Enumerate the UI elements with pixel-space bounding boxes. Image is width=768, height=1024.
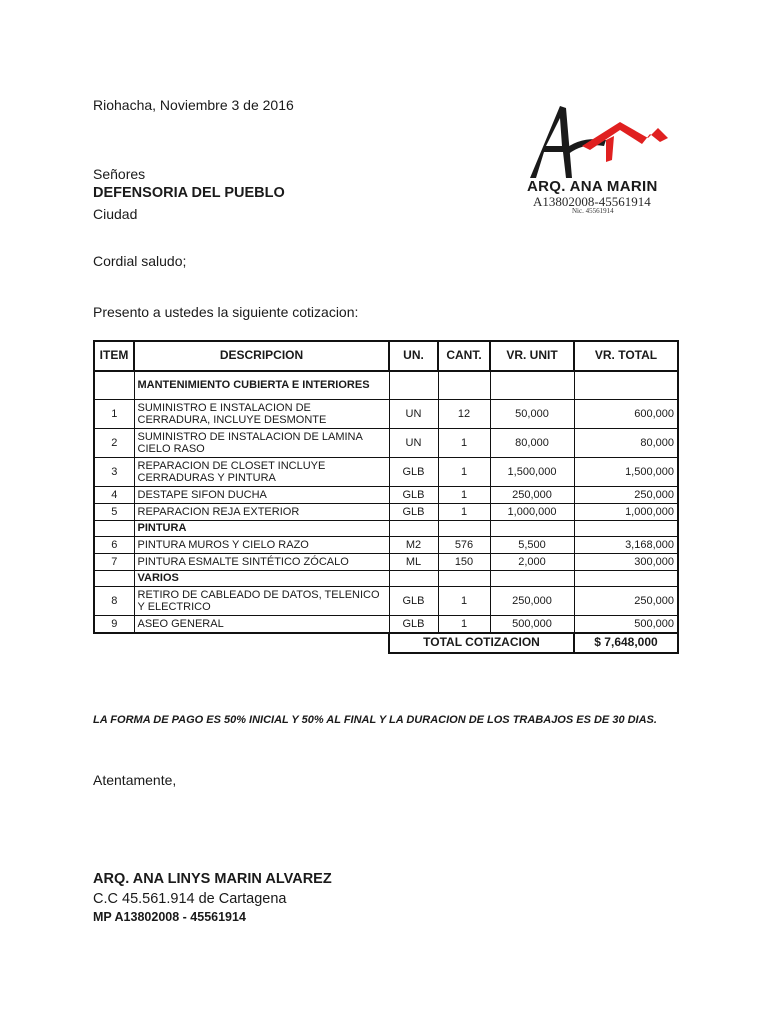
- salutation: Señores: [93, 166, 146, 182]
- col-header-un: UN.: [389, 341, 438, 371]
- total-label: TOTAL COTIZACION: [389, 633, 574, 653]
- table-row: 2 SUMINISTRO DE INSTALACION DE LAMINA CIELO RASO UN 1 80,000 80,000: [94, 429, 678, 458]
- logo-registration: A13802008-45561914: [533, 194, 651, 209]
- section-title: VARIOS: [134, 571, 389, 587]
- table-row: 3 REPARACION DE CLOSET INCLUYE CERRADURAS Y PINTURA GLB 1 1,500,000 1,500,000: [94, 458, 678, 487]
- signature-id: C.C 45.561.914 de Cartagena: [93, 891, 287, 907]
- col-header-vr-unit: VR. UNIT: [490, 341, 574, 371]
- total-row: [94, 633, 678, 653]
- section-title: PINTURA: [134, 521, 389, 537]
- quotation-table: [93, 340, 679, 654]
- table-row: 5 REPARACION REJA EXTERIOR GLB 1 1,000,000 1,000,000: [94, 504, 678, 521]
- table-row: 9 ASEO GENERAL GLB 1 500,000 500,000: [94, 616, 678, 634]
- col-header-vr-total: VR. TOTAL: [574, 341, 678, 371]
- table-header-row: [94, 341, 678, 371]
- table-row: 4 DESTAPE SIFON DUCHA GLB 1 250,000 250,000: [94, 487, 678, 504]
- greeting: Cordial saludo;: [93, 253, 187, 269]
- table-row: 1 SUMINISTRO E INSTALACION DE CERRADURA, INCLUYE DESMONTE UN 12 50,000 600,000: [94, 400, 678, 429]
- date-line: Riohacha, Noviembre 3 de 2016: [93, 97, 294, 113]
- total-value: $ 7,648,000: [574, 633, 678, 653]
- table-row: 7 PINTURA ESMALTE SINTÉTICO ZÓCALO ML 150 2,000 300,000: [94, 554, 678, 571]
- logo-name: ARQ. ANA MARIN: [527, 178, 658, 195]
- col-header-descripcion: DESCRIPCION: [134, 341, 389, 371]
- col-header-item: ITEM: [94, 341, 134, 371]
- section-row: [94, 571, 678, 587]
- table-row: 6 PINTURA MUROS Y CIELO RAZO M2 576 5,500 3,168,000: [94, 537, 678, 554]
- section-row: [94, 521, 678, 537]
- payment-note: LA FORMA DE PAGO ES 50% INICIAL Y 50% AL FINAL Y LA DURACION DE LOS TRABAJOS ES DE 30 DIAS.: [93, 714, 657, 726]
- closing-text: Atentamente,: [93, 772, 177, 788]
- section-title: MANTENIMIENTO CUBIERTA E INTERIORES: [134, 371, 389, 400]
- section-row: [94, 371, 678, 400]
- col-header-cant: CANT.: [438, 341, 490, 371]
- intro-text: Presento a ustedes la siguiente cotizacion:: [93, 304, 359, 320]
- logo-nic: Nic. 45561914: [572, 207, 614, 215]
- city: Ciudad: [93, 206, 138, 222]
- signature-name: ARQ. ANA LINYS MARIN ALVAREZ: [93, 871, 332, 887]
- recipient: DEFENSORIA DEL PUEBLO: [93, 185, 285, 201]
- table-row: 8 RETIRO DE CABLEADO DE DATOS, TELENICO Y ELECTRICO GLB 1 250,000 250,000: [94, 587, 678, 616]
- signature-mp: MP A13802008 - 45561914: [93, 910, 246, 924]
